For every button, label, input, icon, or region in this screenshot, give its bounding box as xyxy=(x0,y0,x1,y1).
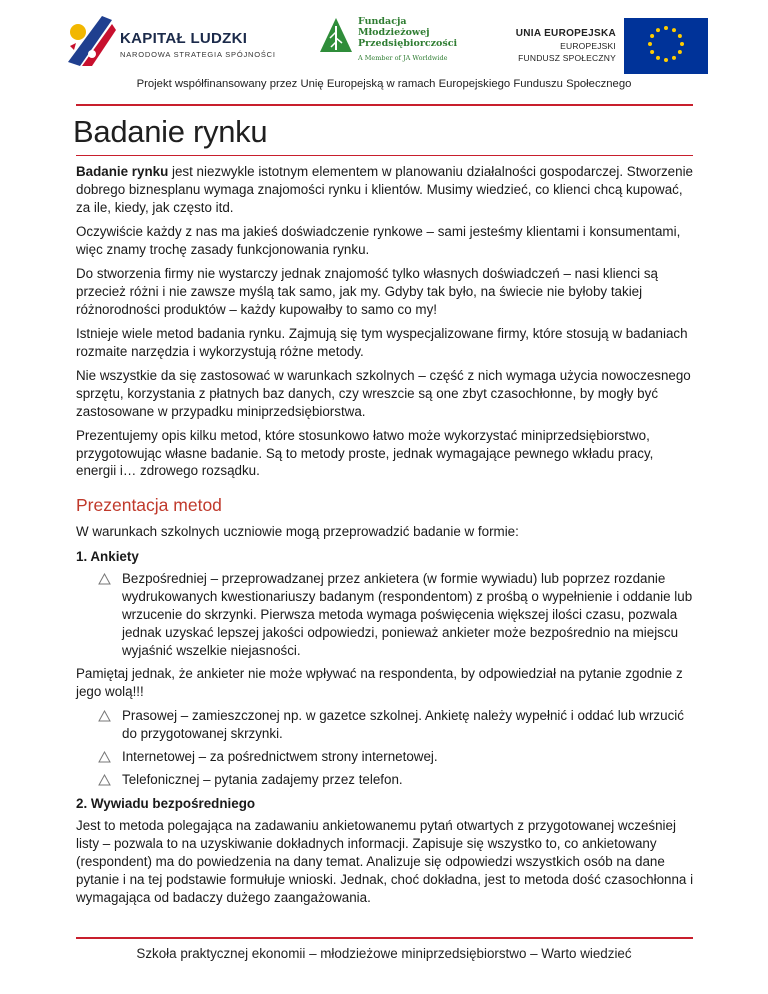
list-item xyxy=(122,771,696,789)
intro-paragraph-6: Prezentujemy opis kilku metod, które stosunkowo łatwo może wykorzystać miniprzedsiębiorstwo, przygotowując własne badanie. Są to metody proste, jednak wymagające pewnego wkładu pracy, energii i… zdrowego rozsądku. xyxy=(76,427,654,479)
list-item-text: Prasowej – zamieszczonej np. w gazetce szkolnej. Ankietę należy wypełnić i oddać lub wrzucić do przygotowanej skrzynki. xyxy=(122,708,684,742)
footer-divider xyxy=(76,937,693,939)
subsection-title-ankiety: 1. Ankiety xyxy=(76,548,139,564)
intro-paragraph-3: Do stworzenia firmy nie wystarczy jednak znajomość tylko własnych doświadczeń – nasi klienci są przecież różni i nie zawsze myślą tak samo, jak my. Gdyby tak było, na świecie nie byłoby takiej różnorodności produktów – każdy kupowałby to samo co my! xyxy=(76,265,658,317)
subsection-title-wywiad: 2. Wywiadu bezpośredniego xyxy=(76,795,256,811)
eu-text xyxy=(516,28,616,63)
list-item-text: Internetowej – za pośrednictwem strony internetowej. xyxy=(122,749,438,765)
fundacja-tree-icon xyxy=(318,16,354,56)
triangle-bullet-icon xyxy=(98,573,111,585)
kapital-ludzki-title: KAPITAŁ LUDZKI xyxy=(120,30,248,47)
section-heading-methods: Prezentacja metod xyxy=(76,495,222,516)
page-header xyxy=(0,0,768,110)
triangle-bullet-icon xyxy=(98,751,111,763)
intro-paragraph-1-text: jest niezwykle istotnym elementem w planowaniu działalności gospodarczej. Stworzenie dobrego biznesplanu wymaga znajomości rynku i klientów. Musimy wiedzieć, co klienci chcą kupować, za ile, kiedy, jak często itd. xyxy=(76,164,694,215)
kapital-ludzki-subtitle: NARODOWA STRATEGIA SPÓJNOŚCI xyxy=(120,50,276,59)
list-item xyxy=(122,570,696,659)
fundacja-name-line: Młodzieżowej xyxy=(358,27,430,38)
funding-note: Projekt współfinansowany przez Unię Europejską w ramach Europejskiego Funduszu Społecznego xyxy=(136,78,632,90)
kapital-ludzki-logo xyxy=(62,10,282,70)
eu-line-3: FUNDUSZ SPOŁECZNY xyxy=(518,53,616,63)
eu-line-2: EUROPEJSKI xyxy=(560,41,616,51)
methods-lead: W warunkach szkolnych uczniowie mogą przeprowadzić badanie w formie: xyxy=(76,524,519,540)
eu-flag-icon xyxy=(624,18,708,74)
list-item xyxy=(122,707,696,743)
fundacja-name-line: Fundacja xyxy=(358,16,407,27)
page-title: Badanie rynku xyxy=(73,114,268,149)
main-content xyxy=(76,163,696,913)
fundacja-member-note: A Member of JA Worldwide xyxy=(358,54,448,62)
fundacja-name xyxy=(358,16,457,49)
fundacja-logo xyxy=(318,16,458,66)
page-footer: Szkoła praktycznej ekonomii – młodzieżowe miniprzedsiębiorstwo – Warto wiedzieć xyxy=(136,946,632,961)
eu-line-1: UNIA EUROPEJSKA xyxy=(515,28,616,39)
ankiety-list-more xyxy=(76,707,696,788)
header-divider xyxy=(76,104,693,106)
list-item xyxy=(122,748,696,766)
wywiad-paragraph: Jest to metoda polegająca na zadawaniu ankietowanemu pytań otwartych z przygotowanej wcześniej listy – pozwala to na uzyskiwanie dokładnych informacji. Zapisuje się wszystko to, co ankietowany (respondent) ma do powiedzenia na dany temat. Analizuje się odpowiedzi wszystkich osób na dane pytanie i na tej podstawie formułuje wnioski. Jednak, choć dokładna, jest to metoda dość czasochłonna i wymagająca od badaczy dużego zaangażowania. xyxy=(76,818,694,905)
title-divider xyxy=(76,155,693,156)
intro-paragraph-1 xyxy=(76,163,696,216)
remember-note: Pamiętaj jednak, że ankieter nie może wpływać na respondenta, by odpowiedział na pytanie zgodnie z jego wolą!!! xyxy=(76,666,683,700)
triangle-bullet-icon xyxy=(98,710,111,722)
kapital-ludzki-emblem-icon xyxy=(62,10,118,68)
fundacja-name-line: Przedsiębiorczości xyxy=(358,38,458,49)
list-item-text: Telefonicznej – pytania zadajemy przez telefon. xyxy=(122,771,403,787)
intro-paragraph-4: Istnieje wiele metod badania rynku. Zajmują się tym wyspecjalizowane firmy, które stosują w badaniach rozmaite narzędzia i wykorzystują różne metody. xyxy=(76,325,688,359)
intro-bold-lead: Badanie rynku xyxy=(76,164,169,179)
list-item-text: Bezpośredniej – przeprowadzanej przez ankietera (w formie wywiadu) lub poprzez rozdanie wydrukowanych kwestionariuszy badanym (respondentom) z prośbą o wypełnienie i oddanie lub wrzucenie do skrzynki. Pierwsza metoda wymaga poświęcenia większej ilości czasu, pozwala jednak uzyskać lepszej jakości odpowiedzi, ponieważ ankieter może bezpośrednio na miejscu wyjaśnić wszelkie niejasności. xyxy=(122,571,693,658)
intro-paragraph-2: Oczywiście każdy z nas ma jakieś doświadczenie rynkowe – sami jesteśmy klientami i konsumentami, więc znamy trochę zasady funkcjonowania rynku. xyxy=(76,223,681,257)
ankiety-list xyxy=(76,570,696,659)
eu-logo xyxy=(508,18,708,68)
triangle-bullet-icon xyxy=(98,774,111,786)
intro-paragraph-5: Nie wszystkie da się zastosować w warunkach szkolnych – część z nich wymaga użycia nowoczesnego sprzętu, korzystania z płatnych baz danych, czy wreszcie są one zbyt czasochłonne, by mogły być zastosowane w przypadku miniprzedsiębiorstwa. xyxy=(76,367,691,419)
